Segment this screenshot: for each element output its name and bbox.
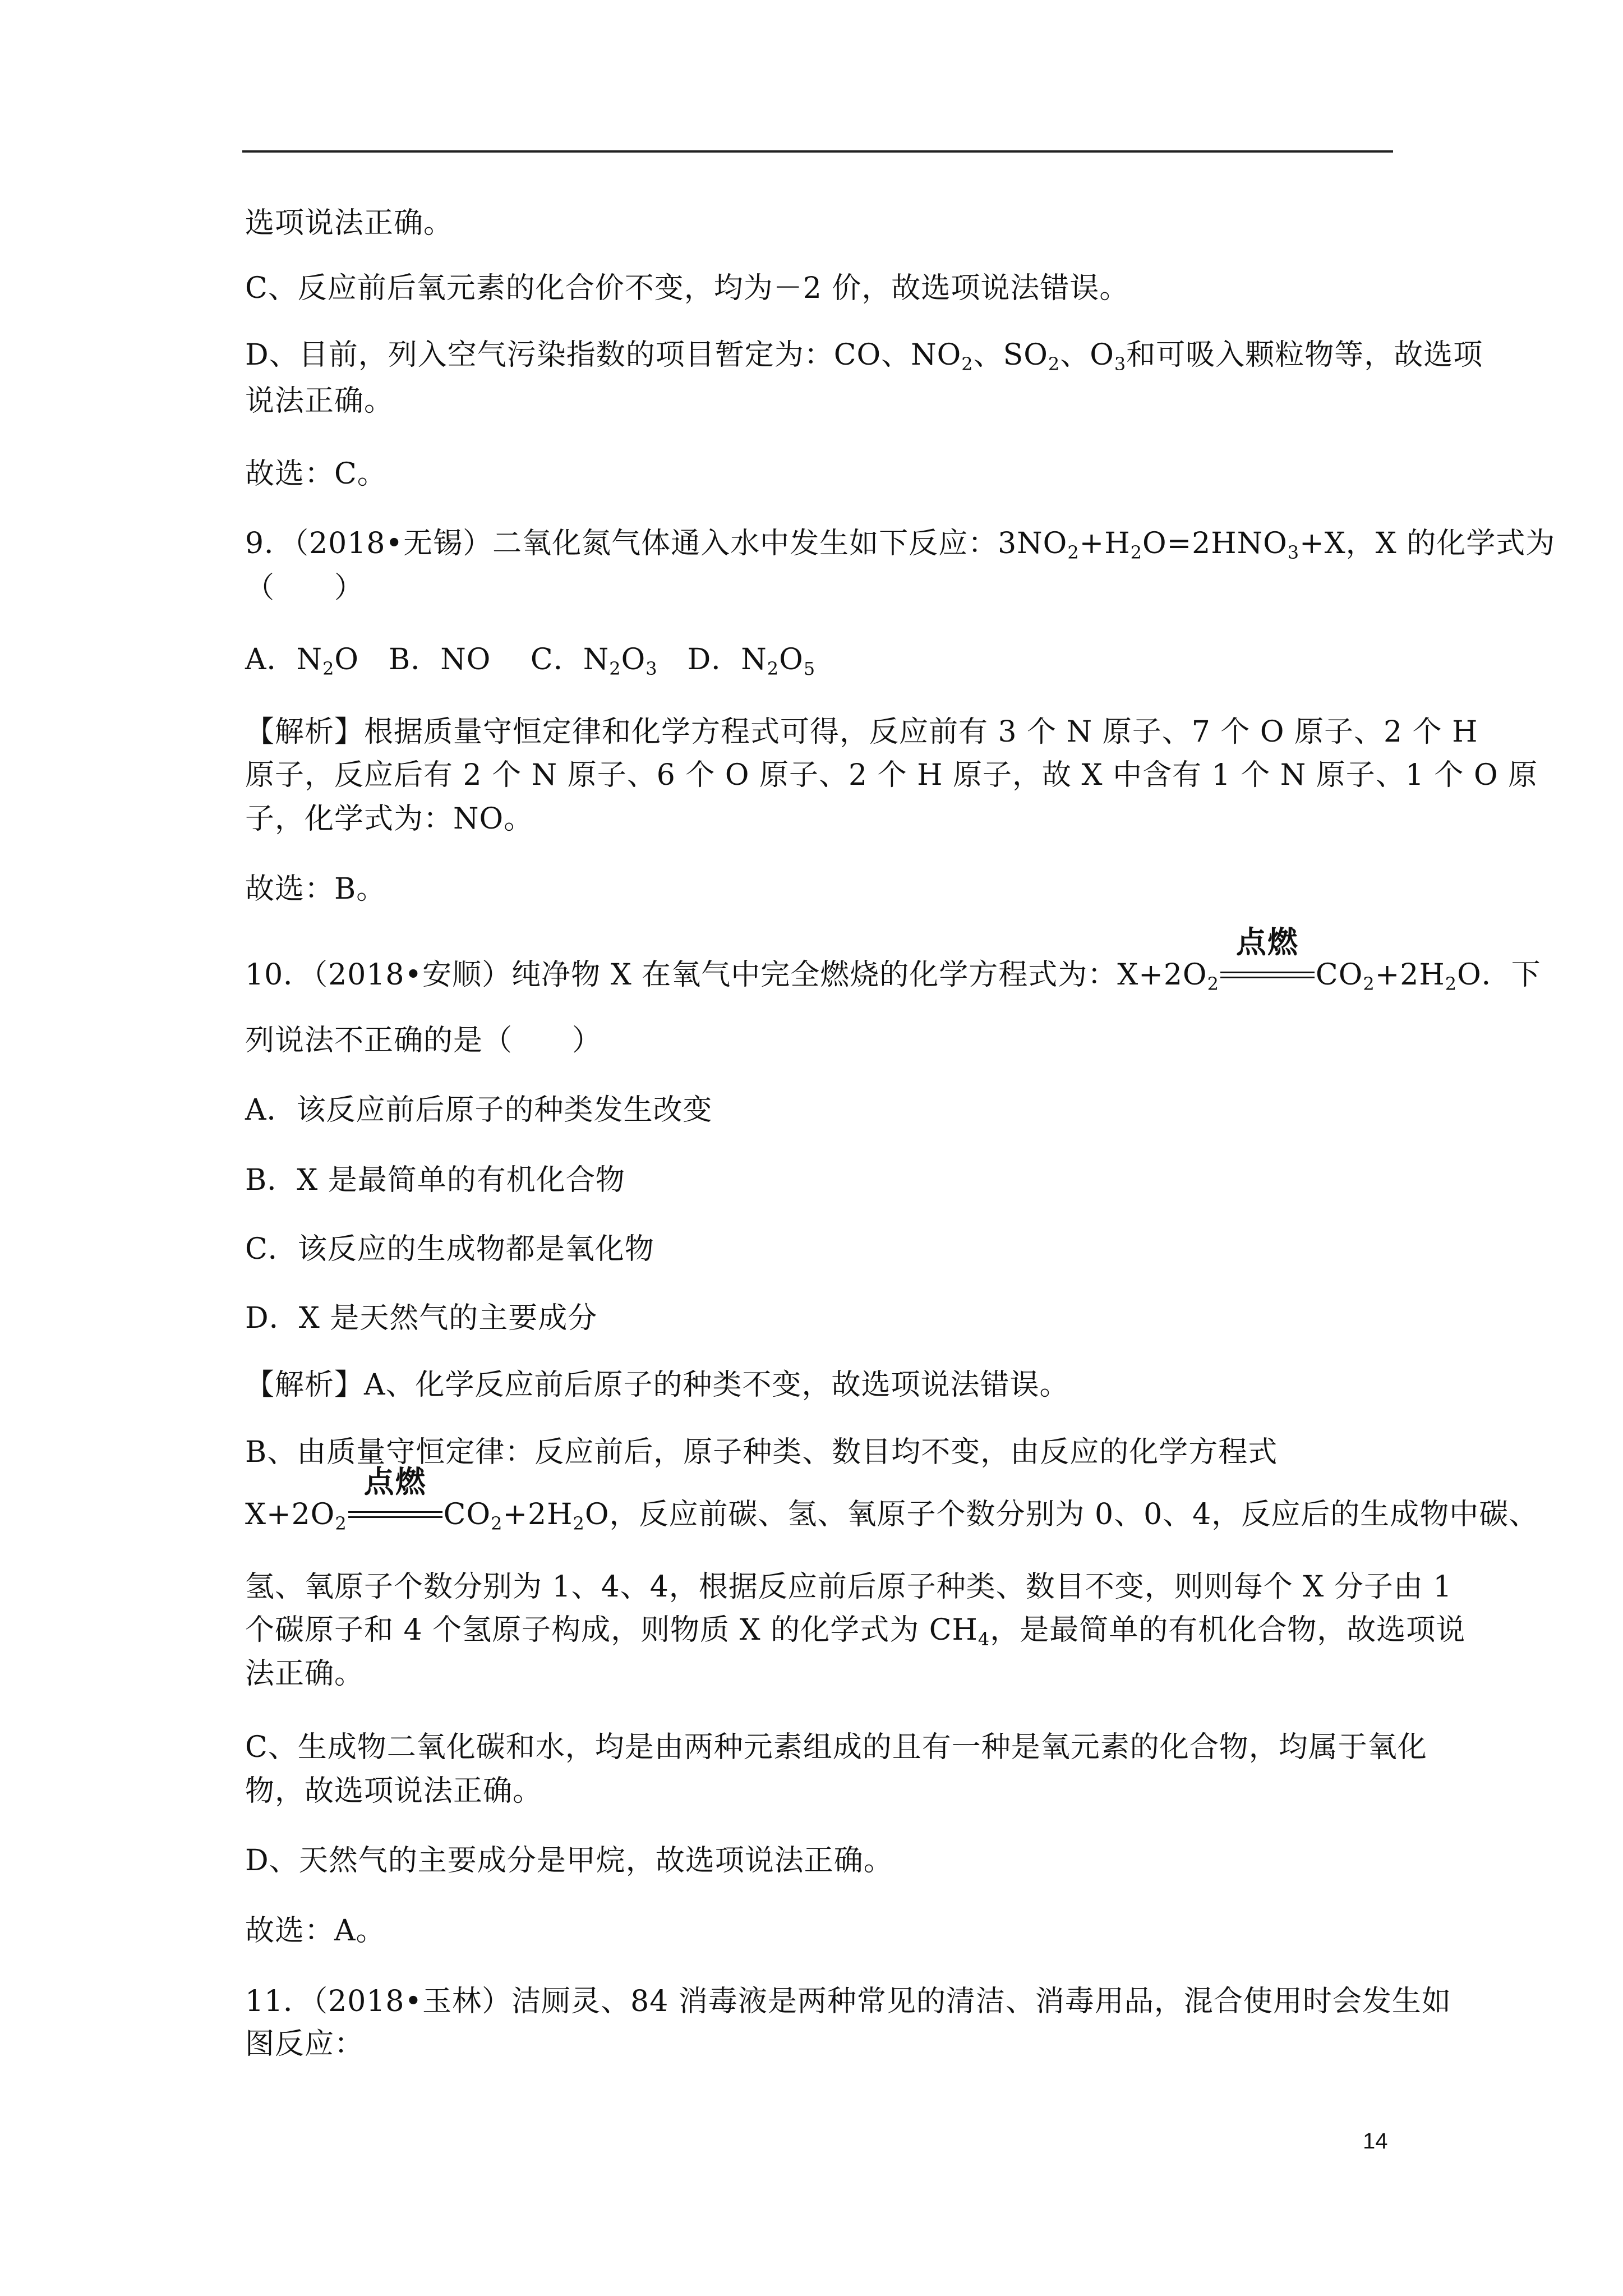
page-number: 14 xyxy=(1363,2129,1388,2154)
question-10-analysis: B、由质量守恒定律：反应前后，原子种类、数目均不变，由反应的化学方程式 xyxy=(245,1435,1278,1469)
question-9-answer: 故选：B。 xyxy=(245,872,386,906)
question-10-analysis: 法正确。 xyxy=(245,1657,365,1691)
question-11-stem: 11．（2018•玉林）洁厕灵、84 消毒液是两种常见的清洁、消毒用品，混合使用时会发生如 xyxy=(245,1985,1451,2018)
question-11-stem: 图反应： xyxy=(245,2027,365,2061)
question-10-stem: 10．（2018•安顺）纯净物 X 在氧气中完全燃烧的化学方程式为：$X+2O_2$ 点燃 $CO_2+2H_2O$．下 xyxy=(245,924,1541,995)
question-9-stem: 9．（2018•无锡）二氧化氮气体通入水中发生如下反应：$3NO_2+H_2O=2HNO_3+X$，X 的化学式为 xyxy=(245,527,1556,563)
paragraph-line: C、反应前后氧元素的化合价不变，均为－2 价，故选项说法错误。 xyxy=(245,272,1129,305)
question-10-option-c: C．该反应的生成物都是氧化物 xyxy=(245,1232,654,1266)
question-10-analysis: D、天然气的主要成分是甲烷，故选项说法正确。 xyxy=(245,1844,893,1878)
paragraph-line: 说法正确。 xyxy=(245,384,394,418)
question-9-options: A．$N_2O$ B．NO C．$N_2O_3$ D．$N_2O_5$ xyxy=(245,643,816,679)
paragraph-line: 选项说法正确。 xyxy=(245,206,454,240)
reaction-condition: 点燃 xyxy=(348,1497,442,1533)
question-10-analysis: $X+2O_2$ 点燃 $CO_2+2H_2O$，反应前碳、氢、氧原子个数分别为 0、0、4，反应后的生成物中碳、 xyxy=(245,1464,1539,1534)
reaction-condition: 点燃 xyxy=(1220,957,1315,993)
question-9-analysis: 子，化学式为：NO。 xyxy=(245,802,534,836)
question-10-answer: 故选：A。 xyxy=(245,1914,386,1948)
paragraph-line: D、目前，列入空气污染指数的项目暂定为：CO、$NO_2$、$SO_2$、$O_3$和可吸入颗粒物等，故选项 xyxy=(245,338,1483,375)
question-10-analysis: 【解析】A、化学反应前后原子的种类不变，故选项说法错误。 xyxy=(245,1368,1069,1402)
question-10-stem: 列说法不正确的是（ ） xyxy=(245,1024,602,1057)
question-10-analysis: 氢、氧原子个数分别为 1、4、4，根据反应前后原子种类、数目不变，则则每个 X 分子由 1 xyxy=(245,1570,1453,1604)
question-10-analysis: C、生成物二氧化碳和水，均是由两种元素组成的且有一种是氧元素的化合物，均属于氧化 xyxy=(245,1731,1427,1764)
question-9-analysis: 【解析】根据质量守恒定律和化学方程式可得，反应前有 3 个 N 原子、7 个 O 原子、2 个 H xyxy=(245,715,1478,749)
question-10-analysis: 物，故选项说法正确。 xyxy=(245,1774,543,1808)
question-10-option-d: D．X 是天然气的主要成分 xyxy=(245,1301,598,1335)
question-10-analysis: 个碳原子和 4 个氢原子构成，则物质 X 的化学式为 $CH_4$，是最简单的有机化合物，故选项说 xyxy=(245,1613,1466,1650)
answer-line: 故选：C。 xyxy=(245,457,387,491)
question-10-option-b: B．X 是最简单的有机化合物 xyxy=(245,1163,625,1197)
question-9-blank: （ ） xyxy=(245,571,365,605)
question-10-option-a: A．该反应前后原子的种类发生改变 xyxy=(245,1093,713,1127)
header-rule xyxy=(242,150,1393,153)
question-9-analysis: 原子，反应后有 2 个 N 原子、6 个 O 原子、2 个 H 原子，故 X 中含有 1 个 N 原子、1 个 O 原 xyxy=(245,758,1538,792)
